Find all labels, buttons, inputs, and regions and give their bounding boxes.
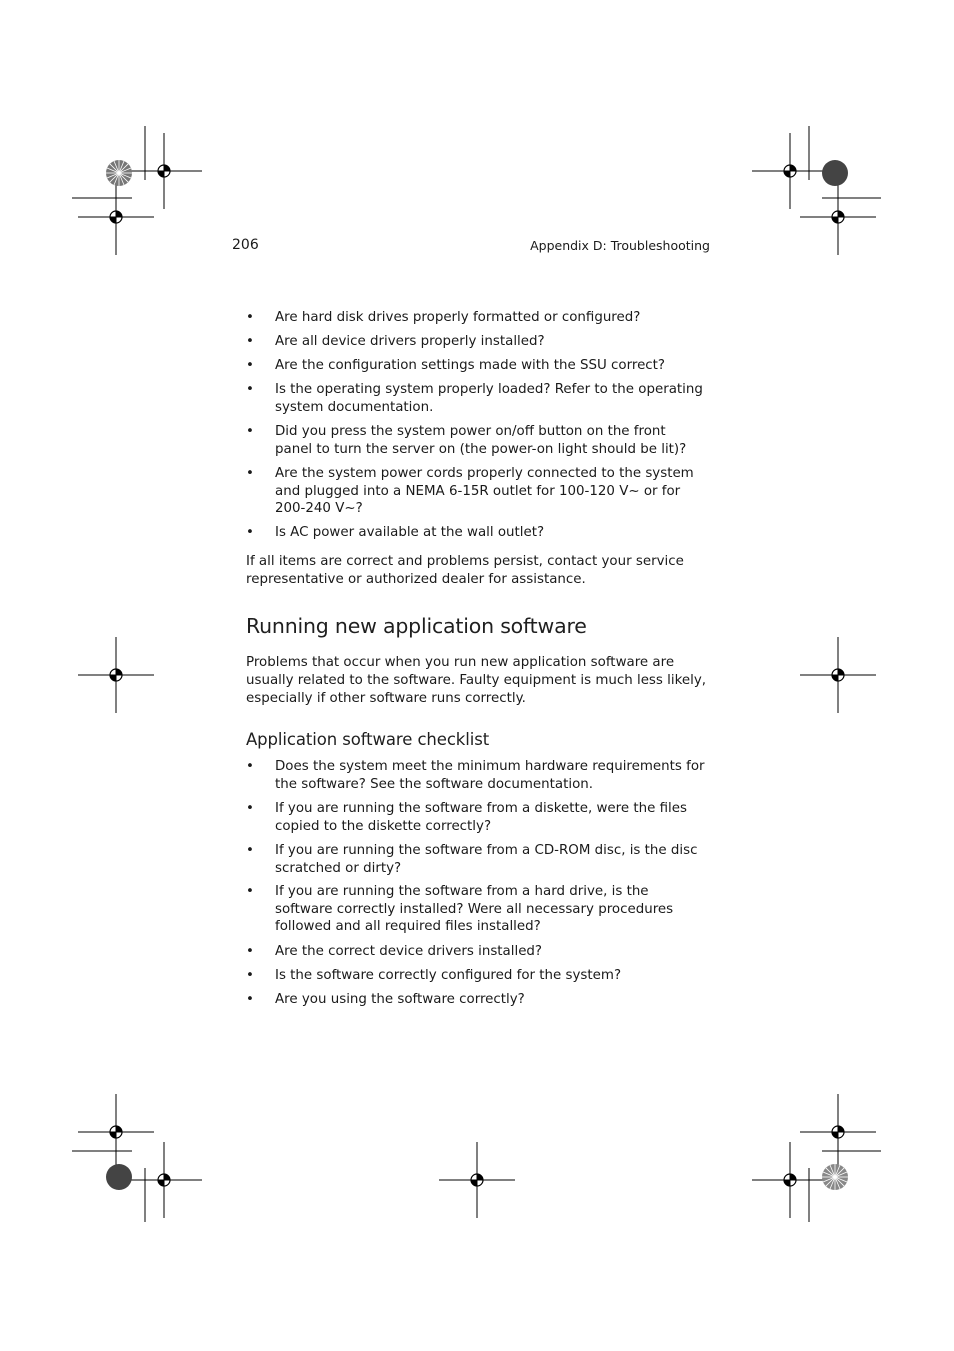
list-item-text: Does the system meet the minimum hardware requirements for the software? See the software documentation. [275,759,705,792]
list-item [246,423,706,458]
bullet-icon: • [246,310,254,325]
list-item-text: Are hard disk drives properly formatted or configured? [275,310,641,325]
bullet-icon: • [246,801,254,816]
starburst-mark-icon [822,1164,848,1190]
list-item [246,842,706,877]
list-item [246,991,706,1009]
list-item-text: Did you press the system power on/off button on the front panel to turn the server on (the power-on light should be lit)? [275,424,687,457]
bullet-icon: • [246,759,254,774]
running-head: Appendix D: Troubleshooting [530,238,710,253]
bullet-icon: • [246,944,254,959]
crosshair-mark-icon [126,1142,202,1218]
crosshair-mark-icon [800,637,876,713]
bullet-icon: • [246,358,254,373]
crosshair-mark-icon [800,1094,876,1170]
list-item [246,943,706,961]
crosshair-mark-icon [78,637,154,713]
crosshair-mark-icon [78,1094,154,1170]
page-number: 206 [232,237,259,253]
list-item [246,800,706,835]
bullet-icon: • [246,334,254,349]
section-title: Running new application software [246,614,587,638]
list-item [246,967,706,985]
list-item-text: Is the operating system properly loaded? Refer to the operating system documentation. [275,382,703,415]
list-item [246,309,706,327]
list-item-text: If you are running the software from a hard drive, is the software correctly installed? Were all necessary procedures followed and all required files installed? [275,884,674,935]
dark-circle-mark-icon [106,1164,132,1190]
list-item-text: Is the software correctly configured for the system? [275,968,622,983]
section-intro: Problems that occur when you run new application software are usually related to the software. Faulty equipment is much less likely, especially if other software runs correctly. [246,655,707,706]
bullet-icon: • [246,525,254,540]
list-item [246,883,706,936]
list-item-text: Are all device drivers properly installed? [275,334,545,349]
list-item [246,758,706,793]
list-item-text: Are the correct device drivers installed? [275,944,543,959]
list-item [246,333,706,351]
list-item [246,465,706,518]
crosshair-mark-icon [126,133,202,209]
crosshair-mark-icon [800,179,876,255]
crosshair-mark-icon [752,1142,828,1218]
crosshair-mark-icon [78,179,154,255]
list-item-text: Are the system power cords properly connected to the system and plugged into a NEMA 6-15R outlet for 100-120 V~ or for 200-240 V~? [275,466,694,517]
bullet-icon: • [246,466,254,481]
list-item [246,524,706,542]
bullet-icon: • [246,884,254,899]
bullet-icon: • [246,992,254,1007]
list-item-text: Are you using the software correctly? [275,992,525,1007]
list-item [246,381,706,416]
starburst-mark-icon [106,160,132,186]
list-item-text: Are the configuration settings made with the SSU correct? [275,358,666,373]
subsection-title: Application software checklist [246,730,490,749]
list-item-text: Is AC power available at the wall outlet? [275,525,545,540]
list-item-text: If you are running the software from a diskette, were the files copied to the diskette correctly? [275,801,687,834]
contact-paragraph: If all items are correct and problems persist, contact your service representative or authorized dealer for assistance. [246,554,684,587]
list-item [246,357,706,375]
crosshair-mark-icon [752,133,828,209]
dark-circle-mark-icon [822,160,848,186]
bullet-icon: • [246,843,254,858]
bullet-icon: • [246,382,254,397]
crosshair-mark-icon [439,1142,515,1218]
list-item-text: If you are running the software from a CD-ROM disc, is the disc scratched or dirty? [275,843,698,876]
bullet-icon: • [246,968,254,983]
bullet-icon: • [246,424,254,439]
